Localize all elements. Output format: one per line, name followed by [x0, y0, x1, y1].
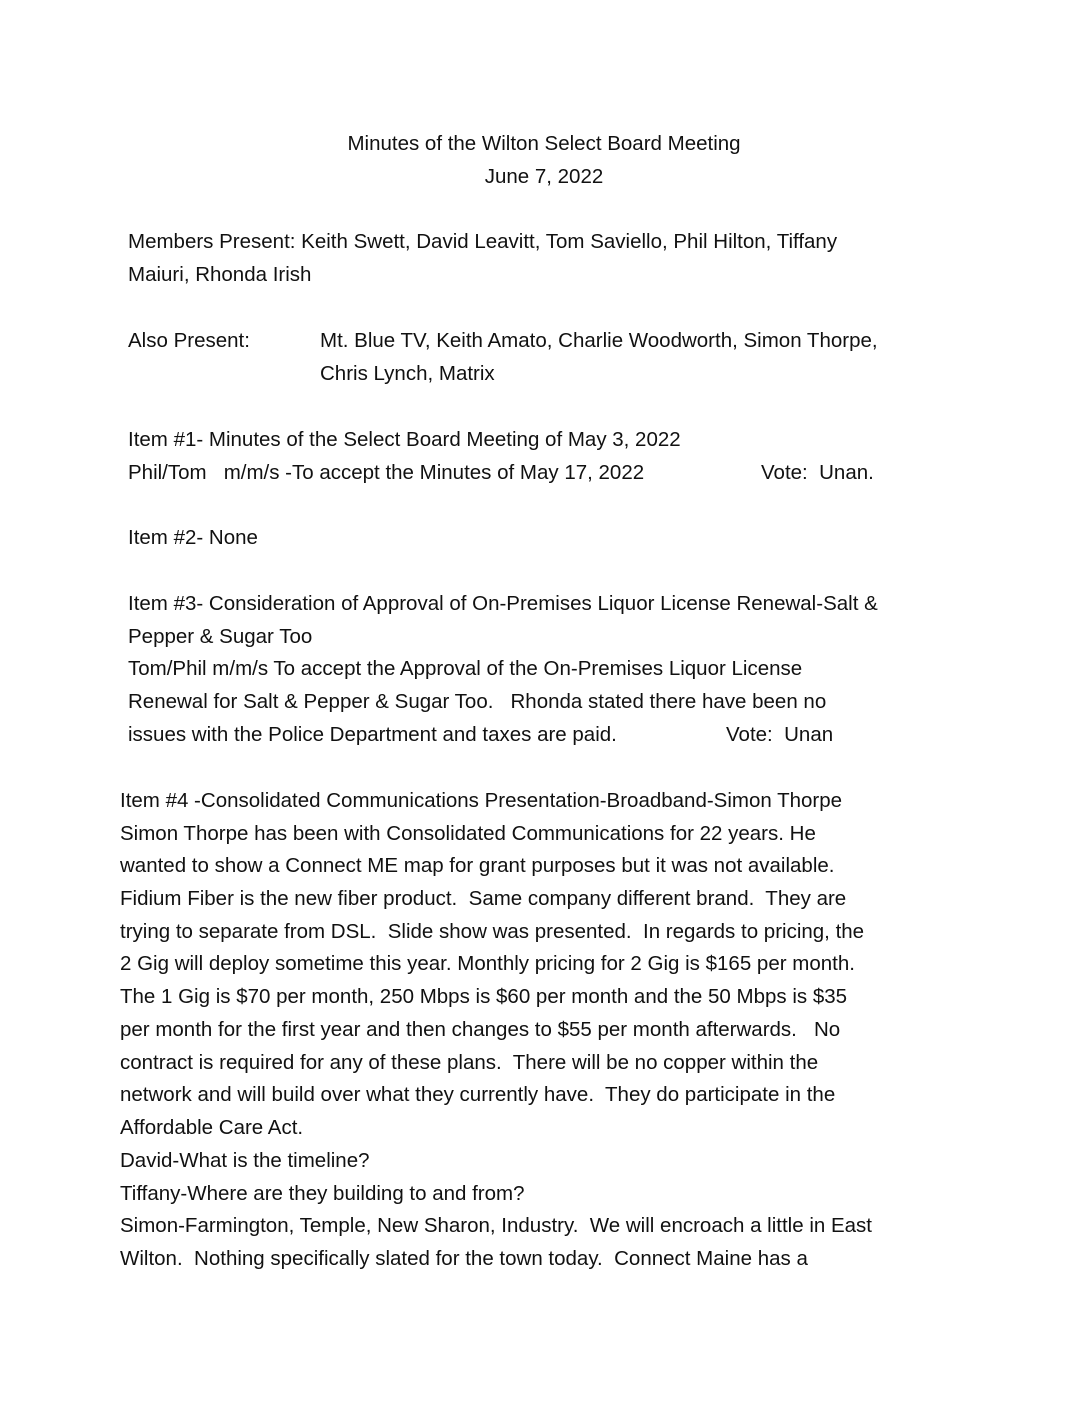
item4-line: contract is required for any of these plans. There will be no copper within the [120, 1051, 819, 1074]
item3-heading-line-1: Item #3- Consideration of Approval of On-Premises Liquor License Renewal-Salt & [128, 592, 878, 615]
item4-line: Item #4 -Consolidated Communications Presentation-Broadband-Simon Thorpe [120, 789, 843, 812]
item4-line: Affordable Care Act. [120, 1116, 304, 1139]
item4-line: The 1 Gig is $70 per month, 250 Mbps is $60 per month and the 50 Mbps is $35 [120, 985, 848, 1008]
item4-line: Wilton. Nothing specifically slated for the town today. Connect Maine has a [120, 1247, 808, 1270]
item4-line: per month for the first year and then changes to $55 per month afterwards. No [120, 1018, 841, 1041]
meeting-date: June 7, 2022 [484, 165, 604, 188]
item3-heading-line-2: Pepper & Sugar Too [128, 625, 313, 648]
item4-line: Tiffany-Where are they building to and from? [120, 1182, 525, 1205]
item4-line: Simon-Farmington, Temple, New Sharon, Industry. We will encroach a little in East [120, 1214, 872, 1237]
also-present-label: Also Present: [128, 329, 250, 352]
item1-heading: Item #1- Minutes of the Select Board Meeting of May 3, 2022 [128, 428, 681, 451]
item3-body-line-2: Renewal for Salt & Pepper & Sugar Too. Rhonda stated there have been no [128, 690, 827, 713]
members-present-line-1: Members Present: Keith Swett, David Leavitt, Tom Saviello, Phil Hilton, Tiffany [128, 230, 838, 253]
item4-line: trying to separate from DSL. Slide show was presented. In regards to pricing, the [120, 920, 865, 943]
also-present-line-1: Mt. Blue TV, Keith Amato, Charlie Woodworth, Simon Thorpe, [320, 329, 878, 352]
item3-vote: Vote: Unan [726, 723, 834, 746]
item4-line: Fidium Fiber is the new fiber product. Same company different brand. They are [120, 887, 847, 910]
also-present-line-2: Chris Lynch, Matrix [320, 362, 495, 385]
item4-line: David-What is the timeline? [120, 1149, 370, 1172]
document-title: Minutes of the Wilton Select Board Meeting [347, 132, 741, 155]
members-present-line-2: Maiuri, Rhonda Irish [128, 263, 312, 286]
item4-line: wanted to show a Connect ME map for grant purposes but it was not available. [120, 854, 835, 877]
item3-body-line-3: issues with the Police Department and taxes are paid. [128, 723, 617, 746]
item1-vote: Vote: Unan. [761, 461, 874, 484]
item4-line: network and will build over what they currently have. They do participate in the [120, 1083, 836, 1106]
item1-motion: Phil/Tom m/m/s -To accept the Minutes of May 17, 2022 [128, 461, 645, 484]
item2-heading: Item #2- None [128, 526, 258, 549]
item4-line: Simon Thorpe has been with Consolidated Communications for 22 years. He [120, 822, 816, 845]
item3-body-line-1: Tom/Phil m/m/s To accept the Approval of the On-Premises Liquor License [128, 657, 803, 680]
item4-line: 2 Gig will deploy sometime this year. Monthly pricing for 2 Gig is $165 per month. [120, 952, 855, 975]
